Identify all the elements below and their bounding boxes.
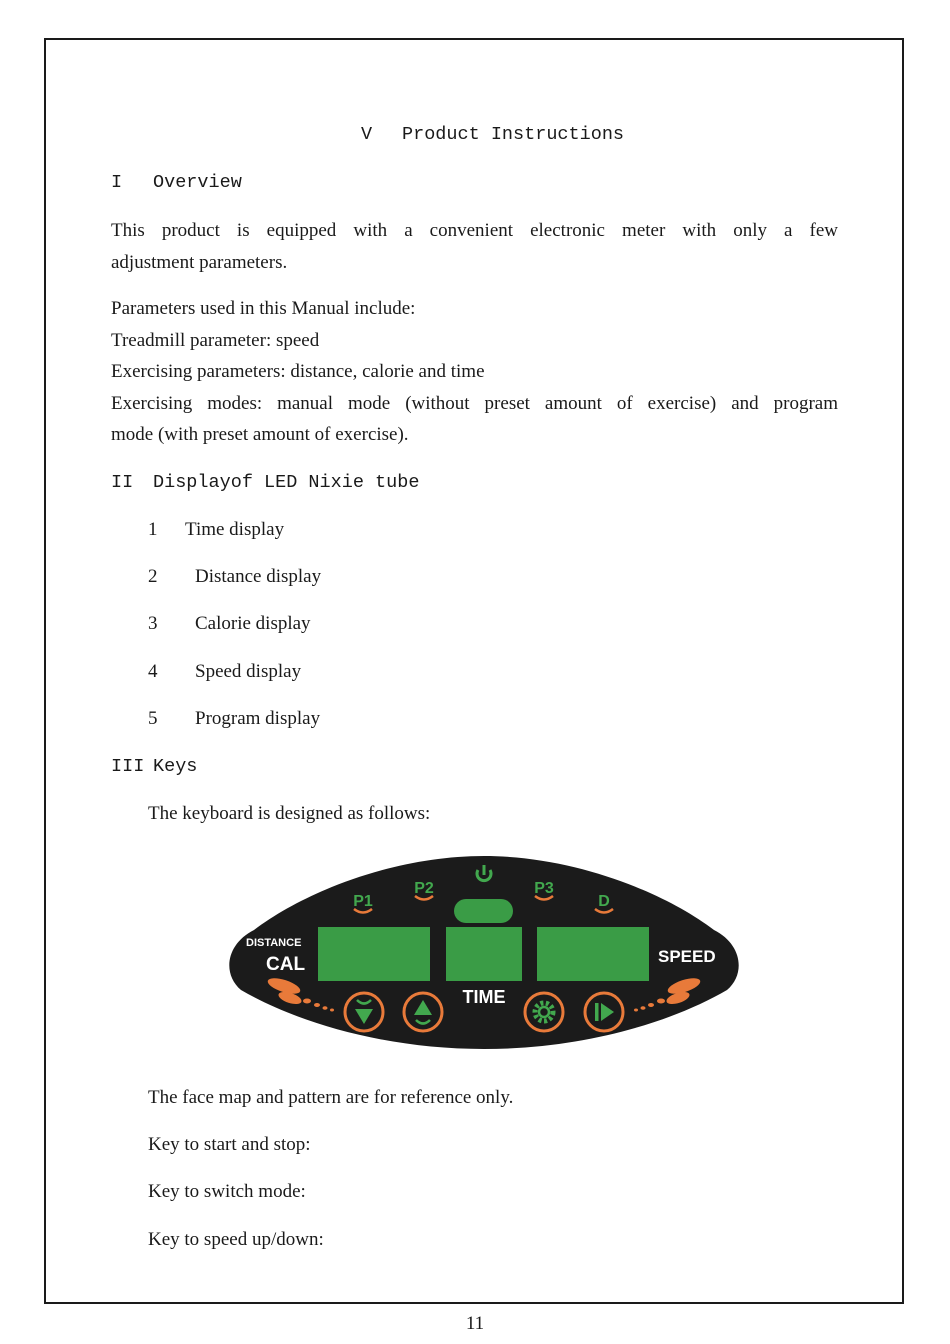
program-label-p3: P3 (534, 880, 554, 897)
keyboard-intro: The keyboard is designed as follows: (148, 803, 431, 824)
overview-number: I (111, 172, 123, 193)
overview-paragraph-line2: adjustment parameters. (111, 252, 288, 273)
list-item-number: 3 (148, 613, 158, 634)
list-item-time-display: Time display (185, 519, 285, 540)
program-label-p1: P1 (353, 893, 373, 910)
list-item-calorie-display: Calorie display (195, 613, 311, 634)
switch-mode-key-label: Key to switch mode: (148, 1181, 306, 1202)
led-section-heading: Displayof LED Nixie tube (153, 472, 420, 493)
list-item-number: 5 (148, 708, 158, 729)
list-item-speed-display: Speed display (195, 661, 302, 682)
distance-label: DISTANCE (246, 937, 302, 949)
led-display-speed (537, 927, 649, 981)
speed-label: SPEED (658, 947, 716, 966)
section-number: V (361, 124, 373, 145)
list-item-number: 4 (148, 661, 158, 682)
led-display-time (446, 927, 522, 981)
led-section-number: II (111, 472, 134, 493)
treadmill-parameter: Treadmill parameter: speed (111, 330, 320, 351)
list-item-distance-display: Distance display (195, 566, 322, 587)
list-item-program-display: Program display (195, 708, 321, 729)
program-label-d: D (598, 893, 610, 910)
parameters-intro: Parameters used in this Manual include: (111, 298, 416, 319)
speed-key-label: Key to speed up/down: (148, 1229, 324, 1250)
reference-note: The face map and pattern are for reference only. (148, 1087, 514, 1108)
led-display-distance-cal (318, 927, 430, 981)
cal-label: CAL (266, 954, 306, 975)
list-item-number: 2 (148, 566, 158, 587)
overview-paragraph-line1: This product is equipped with a convenient electronic meter with only a few (111, 220, 838, 241)
start-stop-key-label: Key to start and stop: (148, 1134, 311, 1155)
exercising-modes-line1: Exercising modes: manual mode (without preset amount of exercise) and program (111, 393, 838, 414)
overview-heading: Overview (153, 172, 242, 193)
power-indicator-pill (454, 899, 513, 923)
console-panel-illustration (224, 852, 744, 1057)
exercising-modes-line2: mode (with preset amount of exercise). (111, 424, 409, 445)
list-item-number: 1 (148, 519, 158, 540)
page-number: 11 (465, 1313, 485, 1334)
time-label: TIME (462, 987, 506, 1007)
exercising-parameters: Exercising parameters: distance, calorie and time (111, 361, 485, 382)
keys-section-number: III (111, 756, 145, 777)
section-title: Product Instructions (402, 124, 625, 145)
program-label-p2: P2 (414, 880, 434, 897)
keys-section-heading: Keys (153, 756, 198, 777)
